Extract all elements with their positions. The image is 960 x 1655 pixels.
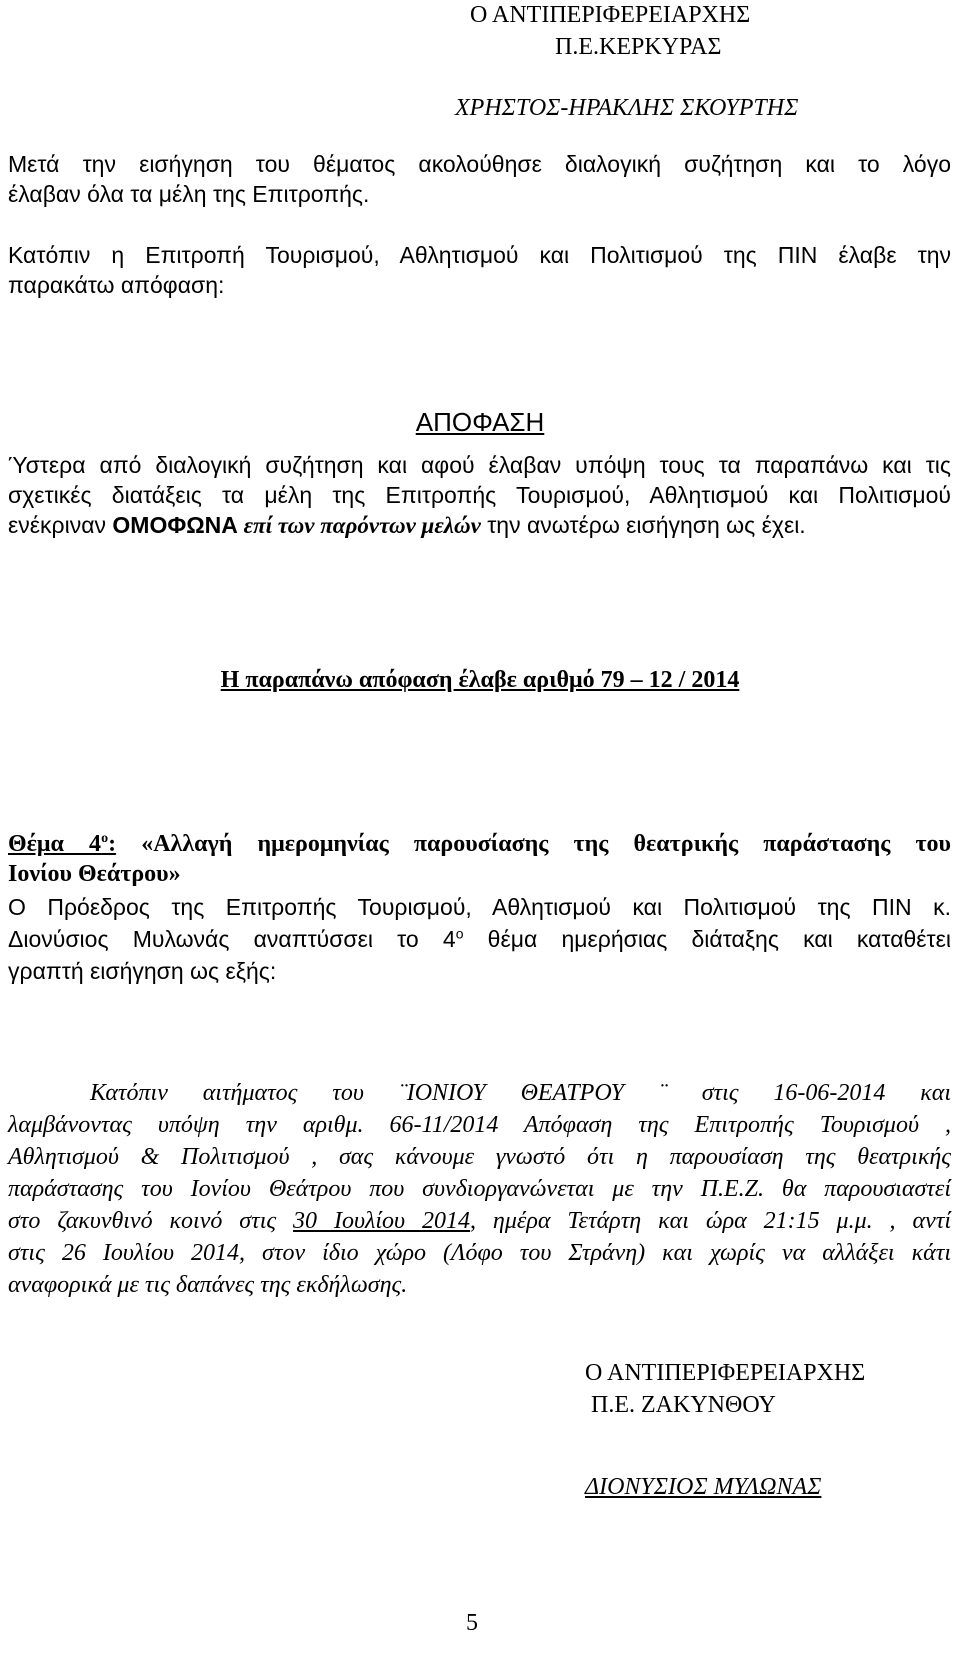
decision-line2: σχετικές διατάξεις τα μέλη της Επιτροπής Τουρισμού, Αθλητισμού και Πολιτισμού xyxy=(8,482,951,508)
proposal-line5: στο ζακυνθινό κοινό στις 30 Ιουλίου 2014, ημέρα Τετάρτη και ώρα 21:15 μ.μ. , αντί xyxy=(8,1208,951,1234)
new-date: 30 Ιουλίου 2014 xyxy=(293,1208,470,1234)
topic-label: Θέμα $4^o$: xyxy=(8,831,117,857)
proposal-line3: Αθλητισμού & Πολιτισμού , σας κάνουμε γνωστό ότι η παρουσίαση της θεατρικής xyxy=(8,1144,951,1170)
header-role: Ο ΑΝΤΙΠΕΡΙΦΕΡΕΙΑΡΧΗΣ xyxy=(470,2,751,28)
header-unit: Π.Ε.ΚΕΡΚΥΡΑΣ xyxy=(555,34,722,60)
proposal-line1: Κατόπιν αιτήματος του ¨ΙΟΝΙΟΥ ΘΕΑΤΡΟΥ ¨ στις 16-06-2014 και xyxy=(90,1080,951,1106)
proposal-line4: παράστασης του Ιονίου Θεάτρου που συνδιοργανώνεται με την Π.Ε.Ζ. θα παρουσιαστεί xyxy=(8,1176,951,1202)
decision-line3-pre: ενέκριναν xyxy=(8,512,113,538)
decision-line1: Ύστερα από διαλογική συζήτηση και αφού έλαβαν υπόψη τους τα παραπάνω και τις xyxy=(8,452,951,478)
decision-unanimous: ΟΜΟΦΩΝΑ xyxy=(112,512,238,538)
intro-line2: Διονύσιος Μυλωνάς αναπτύσσει το $4^o$ θέμα ημερήσιας διάταξης και καταθέτει xyxy=(8,925,951,952)
para2-line1: Κατόπιν η Επιτροπή Τουρισμού, Αθλητισμού και Πολιτισμού της ΠΙΝ έλαβε την xyxy=(8,242,951,268)
intro-line3: γραπτή εισήγηση ως εξής: xyxy=(8,958,277,984)
proposal-line6: στις 26 Ιουλίου 2014, στον ίδιο χώρο (Λόφο του Στράνη) και χωρίς να αλλάξει κάτι xyxy=(8,1240,951,1266)
proposal-line7: αναφορικά με τις δαπάνες της εκδήλωσης. xyxy=(8,1272,408,1298)
topic-title-line1: «Αλλαγή ημερομηνίας παρουσίασης της θεατρικής παράστασης του xyxy=(116,831,951,857)
para1-line1: Μετά την εισήγηση του θέματος ακολούθησε διαλογική συζήτηση και το λόγο xyxy=(8,151,951,177)
para2-line2: παρακάτω απόφαση: xyxy=(8,272,225,298)
signature-role: Ο ΑΝΤΙΠΕΡΙΦΕΡΕΙΑΡΧΗΣ xyxy=(585,1360,866,1386)
topic-line2: Ιονίου Θεάτρου» xyxy=(8,861,181,887)
proposal-line2: λαμβάνοντας υπόψη την αριθμ. 66-11/2014 Απόφαση της Επιτροπής Τουρισμού , xyxy=(8,1112,951,1138)
header-name: ΧΡΗΣΤΟΣ-ΗΡΑΚΛΗΣ ΣΚΟΥΡΤΗΣ xyxy=(455,95,799,121)
decision-title: ΑΠΟΦΑΣΗ xyxy=(415,407,545,437)
decision-line3 xyxy=(8,511,806,540)
page-number: 5 xyxy=(466,1610,478,1636)
signature-name: ΔΙΟΝΥΣΙΟΣ ΜΥΛΩΝΑΣ xyxy=(585,1474,822,1500)
para1-line2: έλαβαν όλα τα μέλη της Επιτροπής. xyxy=(8,181,370,207)
decision-present-members: επί των παρόντων μελών xyxy=(237,513,481,538)
decision-number: Η παραπάνω απόφαση έλαβε αριθμό 79 – 12 / 2014 xyxy=(220,667,740,693)
topic-line1 xyxy=(8,829,951,859)
intro-line1: Ο Πρόεδρος της Επιτροπής Τουρισμού, Αθλητισμού και Πολιτισμού της ΠΙΝ κ. xyxy=(8,894,951,920)
decision-line3-post: την ανωτέρω εισήγηση ως έχει. xyxy=(480,512,806,538)
signature-unit: Π.Ε. ΖΑΚΥΝΘΟΥ xyxy=(591,1392,776,1418)
